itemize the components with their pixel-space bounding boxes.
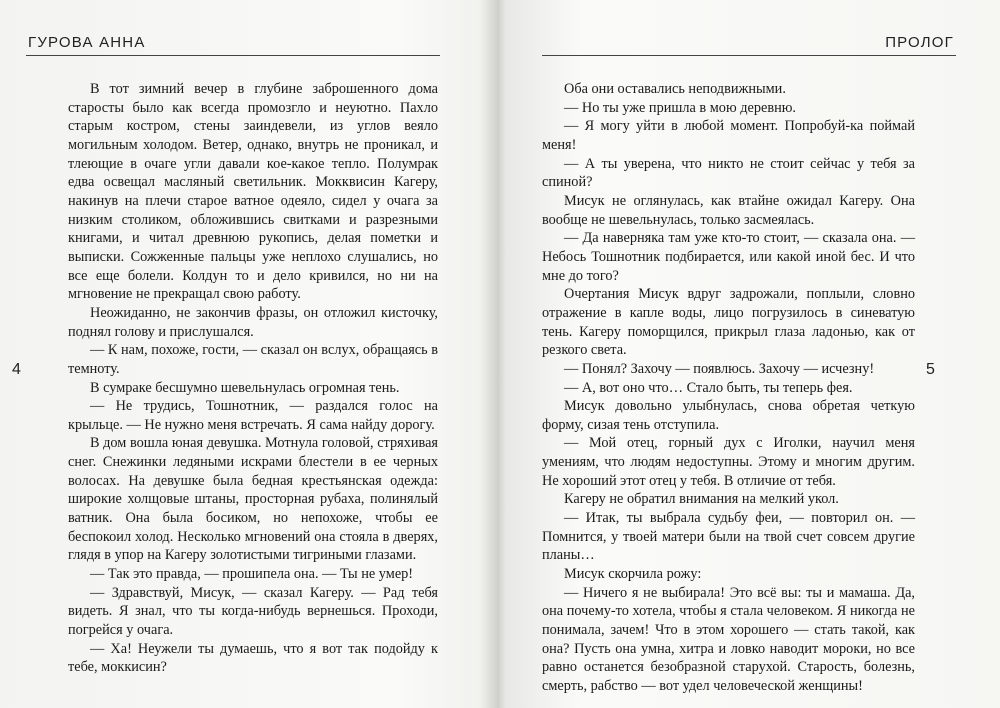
paragraph: — А ты уверена, что никто не стоит сейчас у тебя за спиной?: [542, 155, 915, 191]
paragraph: — А, вот оно что… Стало быть, ты теперь фея.: [564, 379, 853, 396]
left-page: [0, 0, 498, 708]
paragraph: — Не трудись, Тошнотник, — раздался голос на крыльце. — Не нужно меня встречать. Я сама найду дорогу.: [68, 398, 438, 433]
paragraph: Мисук довольно улыбнулась, снова обретая четкую форму, сизая тень отступила.: [542, 398, 915, 433]
body-text-right: [542, 80, 915, 696]
paragraph: — Так это правда, — прошипела она. — Ты не умер!: [90, 566, 414, 583]
paragraph: Неожиданно, не закончив фразы, он отложил кисточку, поднял голову и прислушался.: [68, 304, 438, 340]
header-rule-right: [542, 55, 956, 56]
paragraph: — Ничего я не выбирала! Это всё вы: ты и мамаша. Да, она почему-то хотела, чтобы я стала человеком. Я никогда не понимала, зачем! Что в этом хорошего — стать такой, как она? Пусть она умна, хитра и ловко наводит мороки, но все равно останется безобразной старухой. Старость, болезнь, смерть, рабство — вот удел человеческой женщины!: [542, 584, 915, 694]
paragraph: — К нам, похоже, гости, — сказал он вслух, обращаясь в темноту.: [68, 342, 438, 377]
paragraph: Очертания Мисук вдруг задрожали, поплыли, словно отражение в капле воды, лицо погрузилось в синеватую тень. Кагеру поморщился, прикрыл глаза ладонью, как от резкого света.: [542, 286, 915, 359]
paragraph: — Ха! Неужели ты думаешь, что я вот так подойду к тебе, моккисин?: [68, 640, 438, 676]
right-page: [502, 0, 1000, 708]
paragraph: — Здравствуй, Мисук, — сказал Кагеру. — Рад тебя видеть. Я знал, что ты когда-нибудь вернешься. Проходи, погрейся у очага.: [68, 584, 438, 639]
running-head-right: ПРОЛОГ: [885, 34, 954, 51]
paragraph: В дом вошла юная девушка. Мотнула головой, стряхивая снег. Снежинки ледяными искрами блестели в ее черных волосах. На девушке была бедная крестьянская одежда: широкие холщовые штаны, просторная рубаха, полинялый ватник. Она была босиком, но непохоже, чтобы ее беспокоил холод. Несколько мгновений она стояла в дверях, глядя в упор на Кагеру золотистыми тигриными глазами.: [68, 435, 438, 564]
page-number-left: 4: [12, 361, 21, 378]
running-head-left: ГУРОВА АННА: [28, 34, 146, 51]
paragraph: В тот зимний вечер в глубине заброшенного дома старосты было как всегда промозгло и неуютно. Пахло старым костром, стены заиндевели, из углов веяло могильным холодом. Ветер, однако, внутрь не проникал, и тлеющие в очаге угли давали кое-какое тепло. Полумрак едва освещал масляный светильник. Мокквисин Кагеру, накинув на плечи старое ватное одеяло, сидел у очага за низким столиком, обложившись свитками и разрезными книгами, и читал древнюю рукопись, делая пометки и выписки. Сожженные пальцы уже неплохо слушались, но все еще болели. Колдун то и дело кривился, но ни на мгновение не прекращал свою работу.: [68, 81, 438, 303]
paragraph: Мисук скорчила рожу:: [564, 566, 702, 583]
paragraph: — Да наверняка там уже кто-то стоит, — сказала она. — Небось Тошнотник подбирается, или какой иной бес. И что мне до того?: [542, 230, 915, 284]
page-number-right: 5: [926, 361, 935, 378]
paragraph: — Но ты уже пришла в мою деревню.: [564, 99, 796, 116]
paragraph: В сумраке бесшумно шевельнулась огромная тень.: [90, 379, 400, 396]
body-text-left: [68, 80, 438, 677]
paragraph: — Я могу уйти в любой момент. Попробуй-ка поймай меня!: [542, 118, 915, 153]
paragraph: Мисук не оглянулась, как втайне ожидал Кагеру. Она вообще не шевельнулась, только засмеялась.: [542, 192, 915, 228]
paragraph: — Итак, ты выбрала судьбу феи, — повторил он. — Помнится, у твоей матери были на твой счет совсем другие планы…: [542, 510, 915, 564]
paragraph: — Мой отец, горный дух с Иголки, научил меня умениям, что людям недоступны. Этому и многим другим. Не хороший этот отец у тебя. В отличие от тебя.: [542, 435, 915, 489]
paragraph: Кагеру не обратил внимания на мелкий укол.: [564, 491, 839, 508]
header-rule-left: [26, 55, 440, 56]
paragraph: — Понял? Захочу — появлюсь. Захочу — исчезну!: [564, 360, 875, 377]
paragraph: Оба они оставались неподвижными.: [564, 81, 786, 97]
